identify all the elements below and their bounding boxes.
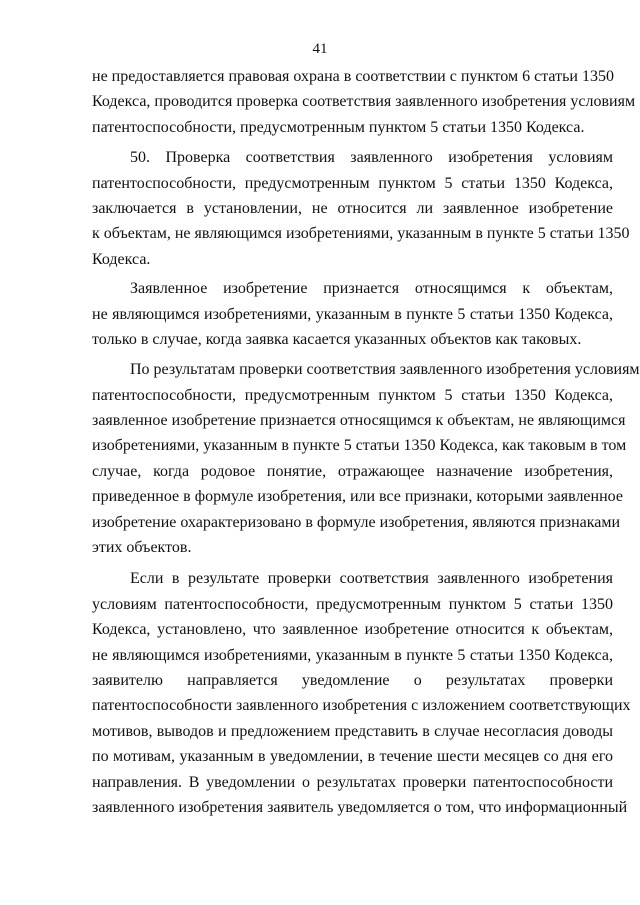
paragraph <box>92 64 636 140</box>
text-line: патентоспособности, предусмотренным пунктом 5 статьи 1350 Кодекса. <box>92 118 585 136</box>
text-line: этих объектов. <box>92 539 192 557</box>
text-line: Кодекса, проводится проверка соответствия заявленного изобретения условиям <box>92 93 636 111</box>
text-line: патентоспособности заявленного изобретения с изложением соответствующих <box>92 697 631 715</box>
text-line: не являющимся изобретениями, указанным в пункте 5 статьи 1350 Кодекса, <box>92 305 613 323</box>
text-line: направления. В уведомлении о результатах проверки патентоспособности <box>92 773 613 791</box>
text-line: только в случае, когда заявка касается указанных объектов как таковых. <box>92 330 582 348</box>
text-line: не являющимся изобретениями, указанным в пункте 5 статьи 1350 Кодекса, <box>92 646 613 664</box>
text-line: изобретениями, указанным в пункте 5 статьи 1350 Кодекса, как таковым в том <box>92 437 627 455</box>
paragraph <box>92 145 630 272</box>
text-line: Если в результате проверки соответствия заявленного изобретения <box>130 570 613 588</box>
text-line: условиям патентоспособности, предусмотренным пунктом 5 статьи 1350 <box>92 595 613 613</box>
text-line: не предоставляется правовая охрана в соответствии с пунктом 6 статьи 1350 <box>92 68 614 85</box>
text-line: приведенное в формуле изобретения, или все признаки, которыми заявленное <box>92 488 623 506</box>
text-line: заявителю направляется уведомление о результатах проверки <box>92 671 613 689</box>
text-line: 50. Проверка соответствия заявленного изобретения условиям <box>130 149 613 167</box>
text-line: Кодекса. <box>92 250 151 268</box>
text-line: заявленного изобретения заявитель уведомляется о том, что информационный <box>92 798 628 816</box>
text-line: изобретение охарактеризовано в формуле изобретения, являются признаками <box>92 513 621 531</box>
page-number: 41 <box>312 41 328 57</box>
text-line: заявленное изобретение признается относящимся к объектам, не являющимся <box>92 412 626 430</box>
text-line: патентоспособности, предусмотренным пунктом 5 статьи 1350 Кодекса, <box>92 174 613 192</box>
text-line: по мотивам, указанным в уведомлении, в течение шести месяцев со дня его <box>92 748 613 766</box>
text-line: случае, когда родовое понятие, отражающее назначение изобретения, <box>92 462 613 480</box>
text-line: Заявленное изобретение признается относящимся к объектам, <box>130 280 613 298</box>
document-body <box>92 64 640 820</box>
text-line: к объектам, не являющимся изобретениями, указанным в пункте 5 статьи 1350 <box>92 225 630 243</box>
text-line: мотивов, выводов и предложением представить в случае несогласия доводы <box>92 722 613 740</box>
paragraph <box>92 357 640 560</box>
text-line: заключается в установлении, не относится ли заявленное изобретение <box>92 199 613 217</box>
text-line: По результатам проверки соответствия заявленного изобретения условиям <box>130 361 640 379</box>
paragraph <box>92 276 613 352</box>
text-line: патентоспособности, предусмотренным пунктом 5 статьи 1350 Кодекса, <box>92 386 613 404</box>
text-line: Кодекса, установлено, что заявленное изобретение относится к объектам, <box>92 621 613 639</box>
paragraph <box>92 566 631 820</box>
